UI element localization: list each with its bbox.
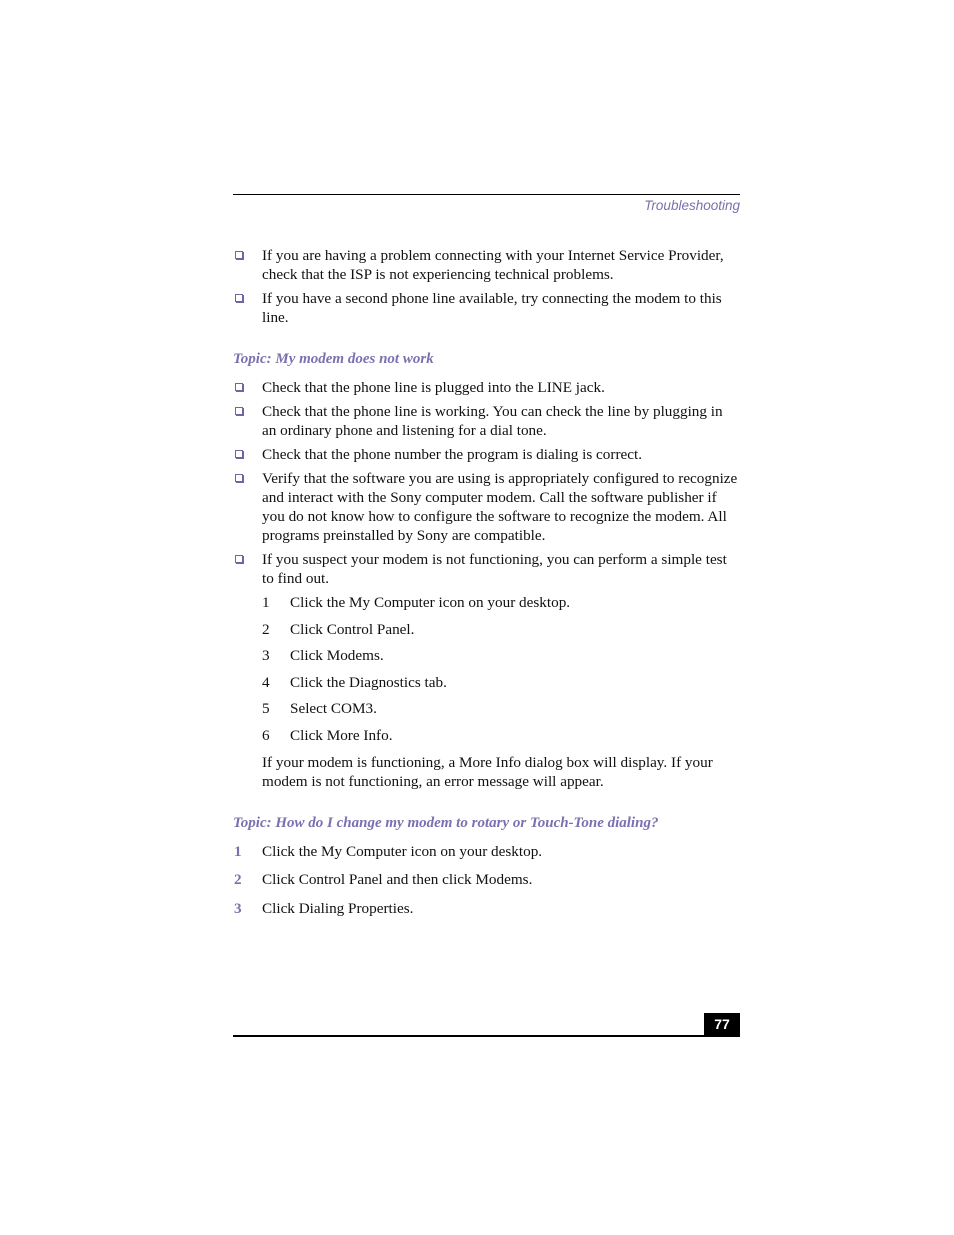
footer-rule (233, 1035, 740, 1037)
dialing-step (233, 899, 740, 918)
checkbox-bullet-icon (235, 251, 243, 259)
intro-bullet (233, 289, 740, 327)
checkbox-bullet-icon (235, 450, 243, 458)
intro-bullet (233, 246, 740, 284)
step-text: Select COM3. (290, 700, 377, 718)
step-item (262, 726, 740, 745)
checkbox-bullet-icon (235, 474, 243, 482)
checkbox-bullet-icon (235, 555, 243, 563)
step-number: 6 (262, 726, 270, 744)
topic1-bullet (233, 402, 740, 440)
topic-heading-modem-not-working: Topic: My modem does not work (233, 351, 434, 367)
checkbox-bullet-icon (235, 407, 243, 415)
topic1-bullet (233, 445, 740, 464)
step-text: Click Modems. (290, 647, 384, 665)
step-number: 2 (262, 620, 270, 638)
step-text: Click Dialing Properties. (262, 899, 414, 917)
step-number: 3 (262, 647, 270, 665)
step-item (262, 699, 740, 718)
section-label: Troubleshooting (644, 198, 740, 213)
bullet-text: Check that the phone line is plugged into the LINE jack. (262, 379, 605, 396)
page-content (233, 246, 740, 927)
step-text: Click the My Computer icon on your desktop. (262, 842, 543, 860)
step-number: 2 (234, 871, 242, 889)
step-number: 1 (234, 842, 242, 860)
step-text: Click Control Panel and then click Modems. (262, 871, 533, 889)
dialing-step (233, 842, 740, 861)
step-item (262, 620, 740, 639)
step-text: Click the My Computer icon on your desktop. (290, 594, 571, 611)
topic1-bullet (233, 378, 740, 397)
step-number: 4 (262, 673, 270, 691)
modem-test-steps (233, 593, 740, 745)
modem-test-note: If your modem is functioning, a More Info dialog box will display. If your modem is not functioning, an error message will appear. (262, 753, 713, 790)
bullet-text: Check that the phone number the program is dialing is correct. (262, 446, 642, 463)
checkbox-bullet-icon (235, 294, 243, 302)
step-number: 1 (262, 594, 270, 611)
step-text: Click the Diagnostics tab. (290, 673, 447, 691)
step-number: 5 (262, 700, 270, 718)
page-number: 77 (704, 1013, 740, 1036)
bullet-text: Verify that the software you are using is appropriately configured to recognize and interact with the Sony computer modem. Call the software publisher if you do not know how to configure the software to recognize the modem. All programs preinstalled by Sony are compatible. (262, 470, 738, 544)
step-item (262, 646, 740, 665)
topic1-bullet (233, 469, 740, 545)
step-item (262, 673, 740, 692)
header-rule (233, 194, 740, 195)
dialing-step (233, 870, 740, 889)
bullet-text: If you are having a problem connecting with your Internet Service Provider, check that the ISP is not experiencing technical problems. (262, 247, 724, 283)
step-text: Click More Info. (290, 726, 393, 744)
step-text: Click Control Panel. (290, 620, 415, 638)
bullet-text: Check that the phone line is working. You can check the line by plugging in an ordinary phone and listening for a dial tone. (262, 403, 723, 439)
step-item (262, 593, 740, 612)
bullet-text: If you have a second phone line available, try connecting the modem to this line. (262, 290, 722, 326)
topic-heading-dialing-mode: Topic: How do I change my modem to rotary or Touch-Tone dialing? (233, 814, 659, 831)
bullet-text: If you suspect your modem is not functioning, you can perform a simple test to find out. (262, 551, 727, 587)
topic1-bullet (233, 550, 740, 588)
checkbox-bullet-icon (235, 383, 243, 391)
step-number: 3 (234, 899, 242, 917)
